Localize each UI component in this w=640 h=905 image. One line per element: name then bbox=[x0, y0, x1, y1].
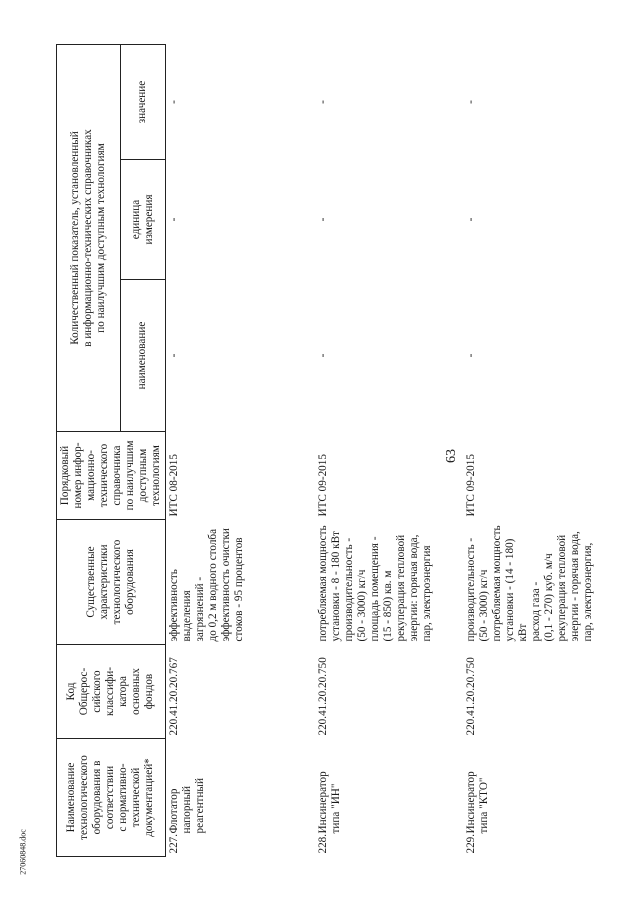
row-indicator-name: - bbox=[317, 353, 330, 358]
row-code: 220.41.20.20.767 bbox=[167, 657, 180, 736]
row-indicator-name: - bbox=[167, 353, 180, 358]
footer-filename: 27060848.doc bbox=[18, 829, 28, 875]
header-reference: Порядковый номер инфор- мационно- технического справочника по наилучшим доступным технологиям bbox=[57, 432, 166, 520]
table-row bbox=[463, 45, 613, 857]
row-indicator-unit: - bbox=[465, 217, 478, 222]
header-sub-name: наименование bbox=[120, 280, 165, 432]
row-code: 220.41.20.20.750 bbox=[317, 657, 330, 736]
row-number: 227. bbox=[167, 833, 180, 854]
row-characteristics: производительность - (50 - 3000) кг/ч потребляемая мощность установки - (14 - 180) кВт расход газа - (0,1 - 270) куб. м/ч рекуперация тепловой энергии - горячая вода, пар, электроэнергия, bbox=[465, 525, 595, 642]
rotated-page bbox=[56, 45, 626, 857]
header-sub-value: значение bbox=[120, 45, 165, 160]
table-row bbox=[315, 45, 463, 857]
row-indicator-value: - bbox=[465, 100, 478, 104]
row-code: 220.41.20.20.750 bbox=[465, 657, 478, 736]
row-number: 228. bbox=[317, 833, 330, 854]
header-name: Наименование технологического оборудования в соответствии с нормативно-технической документацией* bbox=[57, 739, 166, 857]
equipment-table bbox=[56, 44, 613, 857]
row-characteristics: потребляемая мощность установки - 8 - 180 кВт производительность - (50 - 3000) кг/ч площадь помещения - (15 - 850) кв. м рекуперация тепловой энергии: горячая вода, пар, электроэнергия bbox=[317, 525, 434, 642]
header-code: Код Общерос- сийского классифи- катора основных фондов bbox=[57, 645, 166, 739]
row-indicator-unit: - bbox=[317, 217, 330, 222]
row-indicator-value: - bbox=[167, 100, 180, 104]
row-number: 229. bbox=[465, 833, 478, 854]
row-reference: ИТС 09-2015 bbox=[465, 454, 478, 517]
row-indicator-unit: - bbox=[167, 217, 180, 222]
table-row bbox=[165, 45, 315, 857]
row-reference: ИТС 08-2015 bbox=[167, 454, 180, 517]
row-reference: ИТС 09-2015 bbox=[317, 454, 330, 517]
row-name-cell: 229. Инсинератор типа "КТО" bbox=[465, 771, 491, 854]
header-sub-unit: единица измерения bbox=[120, 160, 165, 280]
row-indicator-value: - bbox=[317, 100, 330, 104]
header-characteristics: Существенные характеристики технологического оборудования bbox=[57, 520, 166, 645]
page-number: 63 bbox=[444, 449, 459, 463]
row-name-cell: 228. Инсинератор типа "ИН" bbox=[317, 771, 343, 854]
row-name-cell: 227. Флотатор напорный реагентный bbox=[167, 778, 206, 854]
row-characteristics: эффективность выделения загрязнений - до 0,2 м водного столба эффективность очистки стоков - 95 процентов bbox=[167, 528, 245, 642]
header-indicator: Количественный показатель, установленный в информационно-технических справочниках по наилучшим доступным технологиям bbox=[57, 45, 121, 432]
row-indicator-name: - bbox=[465, 353, 478, 358]
